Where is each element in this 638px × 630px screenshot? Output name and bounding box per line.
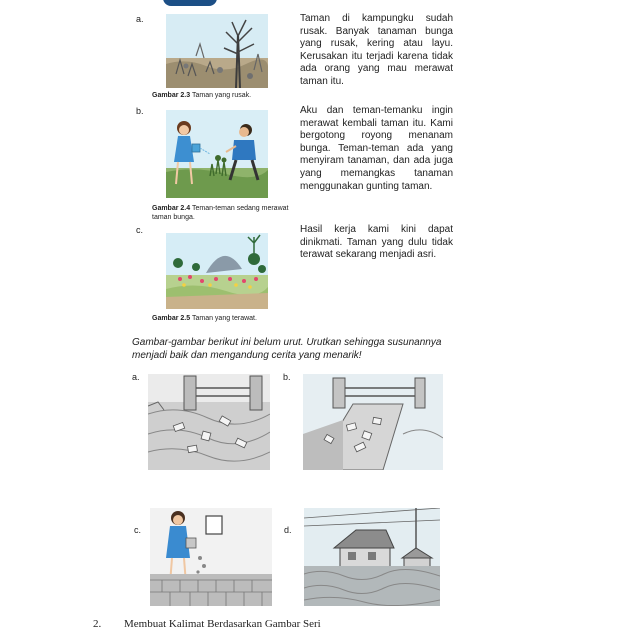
exercise-b-letter: b. [283, 372, 291, 382]
exercise-d-letter: d. [284, 525, 292, 535]
illustration-tidy-garden [166, 233, 268, 309]
illustration-children-gardening [166, 110, 268, 198]
exercise-a-letter: a. [132, 372, 140, 382]
footer-text: Membuat Kalimat Berdasarkan Gambar Seri [124, 618, 321, 630]
caption-text: Teman-teman sedang merawat taman bunga. [152, 205, 289, 221]
contoh-tab [163, 0, 217, 6]
example-a-paragraph: Taman di kampungku sudah rusak. Banyak tanaman bunga yang rusak, kering atau layu. Kerusakan itu terjadi karena tidak ada orang yang mau merawat taman itu. [300, 13, 453, 87]
illustration-flooded-gate [148, 374, 270, 470]
example-c-letter: c. [136, 225, 144, 235]
illustration-damaged-garden [166, 14, 268, 88]
footer-heading [93, 618, 321, 630]
caption-gambar-2-5 [152, 315, 292, 324]
caption-number: Gambar 2.4 [152, 205, 191, 212]
example-b-paragraph: Aku dan teman-temanku ingin merawat kembali taman itu. Kami bergotong royong menanam bunga. Teman-teman ada yang menyiram tanaman, dan ada juga yang memangkas tanaman menggunakan gunting taman. [300, 105, 453, 192]
footer-number: 2. [93, 618, 102, 630]
example-c-paragraph: Hasil kerja kami kini dapat dinikmati. Taman yang dulu tidak terawat sekarang menjadi asri. [300, 224, 453, 261]
example-b-letter: b. [136, 106, 144, 116]
illustration-flooded-houses [304, 508, 440, 606]
caption-text: Taman yang terawat. [191, 315, 257, 322]
caption-text: Taman yang rusak. [191, 92, 252, 99]
caption-gambar-2-4 [152, 205, 292, 222]
illustration-clogged-drain [303, 374, 443, 470]
exercise-c-letter: c. [134, 525, 142, 535]
caption-gambar-2-3 [152, 92, 292, 101]
caption-number: Gambar 2.5 [152, 315, 191, 322]
exercise-instruction: Gambar-gambar berikut ini belum urut. Urutkan sehingga susunannya menjadi baik dan mengandung cerita yang menarik! [132, 337, 442, 361]
example-a-letter: a. [136, 14, 144, 24]
caption-number: Gambar 2.3 [152, 92, 191, 99]
illustration-girl-throwing-trash [150, 508, 272, 606]
